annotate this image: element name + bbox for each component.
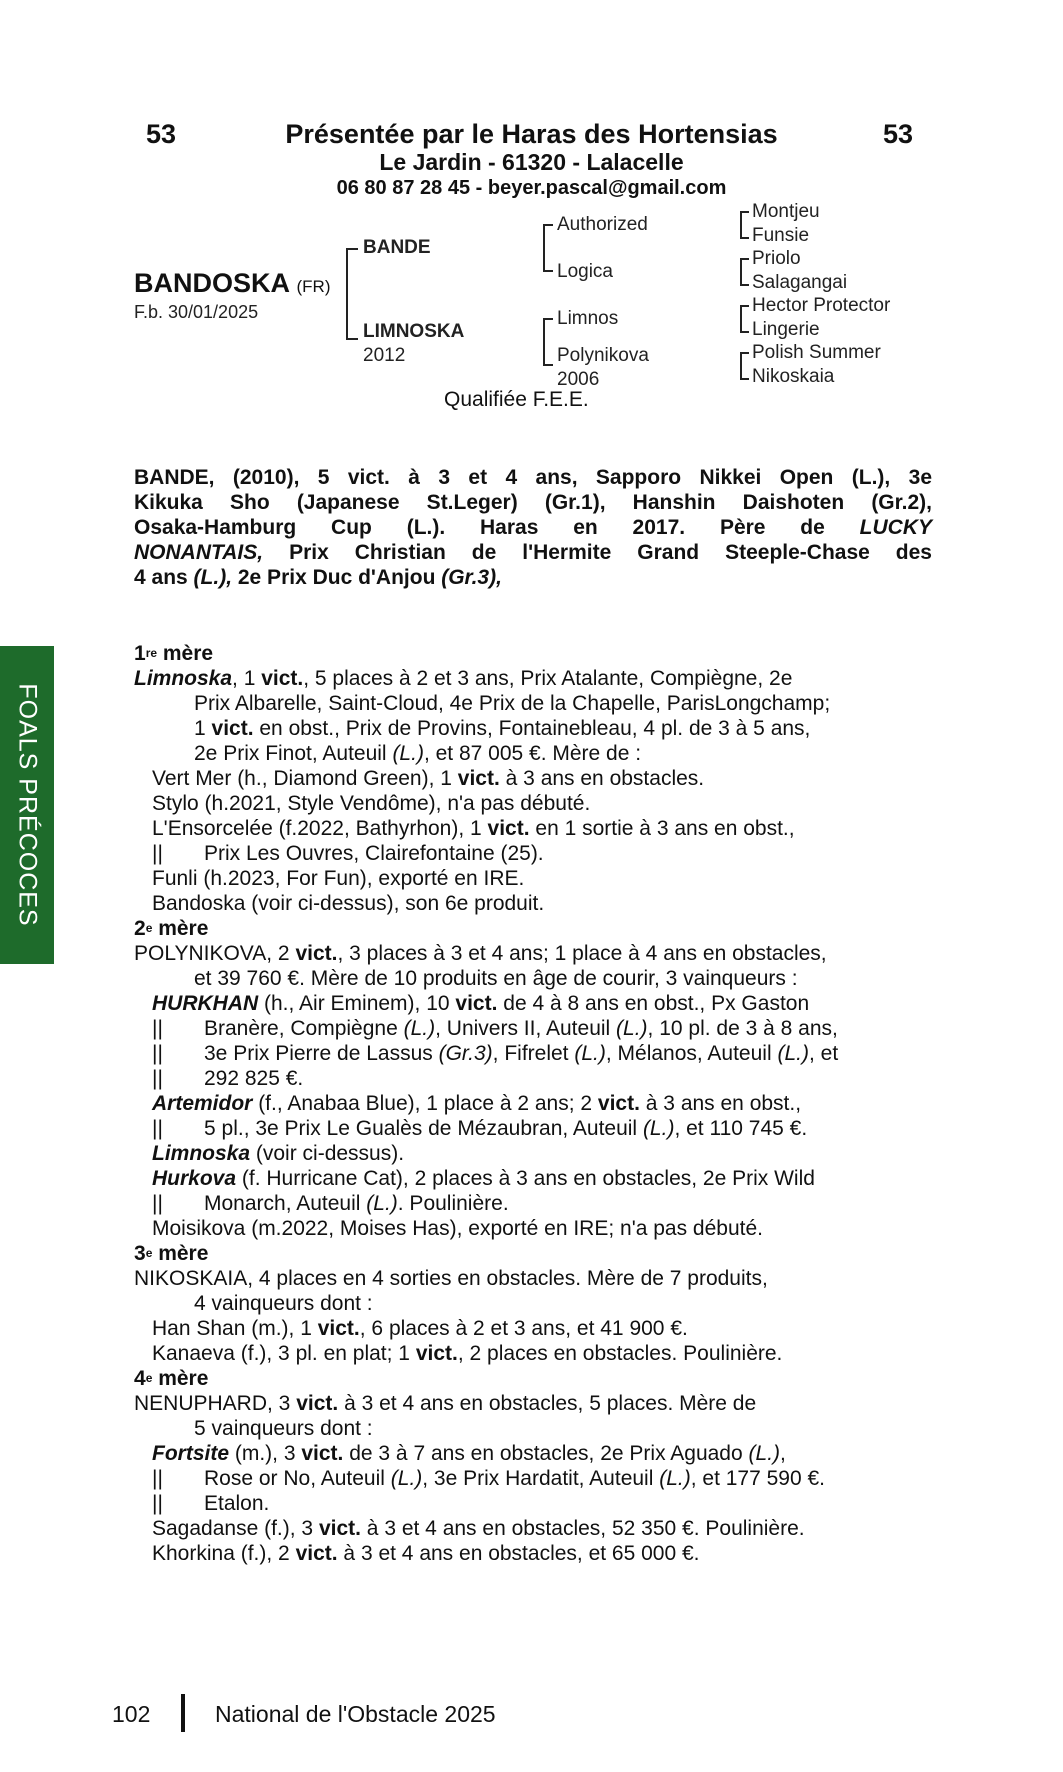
pedigree-gen3-6: Lingerie [752,319,820,340]
sire-line-5 [134,565,932,590]
produce-han-shan [134,1316,934,1341]
third-dam-line-1: NIKOSKAIA, 4 places en 4 sorties en obstacles. Mère de 7 produits, [134,1267,768,1290]
heading-num: 2 [134,917,146,940]
first-dam-line-4 [134,741,934,766]
pedigree-bracket-sire [543,224,553,272]
text: , [780,1442,786,1465]
continuation-bar: || [152,1467,163,1490]
pedigree-gen3-7: Polish Summer [752,342,881,363]
sire-line-3 [134,515,932,540]
text: Monarch, Auteuil [204,1192,367,1215]
text: à 3 ans en obst., [639,1092,802,1115]
name: Fortsite [152,1442,230,1465]
horse-country: (FR) [296,277,331,296]
vict: vict. [296,1392,339,1415]
pedigree-gen3-1: Montjeu [752,201,820,222]
vict: vict. [261,667,304,690]
text: 5 pl., 3e Prix Le Gualès de Mézaubran, Auteuil [204,1117,643,1140]
pedigree-dam-year: 2012 [363,345,406,366]
heading-word: mère [152,1367,209,1390]
produce-hurkhan-2 [134,1016,934,1041]
produce-sagadanse [134,1516,934,1541]
text: 2e Prix Finot, Auteuil [194,742,393,765]
continuation-bar: || [152,842,163,865]
produce-hurkhan [134,991,934,1016]
vict: vict. [487,817,530,840]
qualification: Qualifiée F.E.E. [444,388,589,411]
produce-artemidor [134,1091,934,1116]
text: , 10 pl. de 3 à 8 ans, [647,1017,838,1040]
heading-num: 1 [134,642,146,665]
text: , et 177 590 €. [690,1467,825,1490]
fourth-dam-line-2: 5 vainqueurs dont : [194,1417,373,1440]
pedigree-gen2-1: Authorized [557,214,648,235]
vict: vict. [301,1442,344,1465]
sire-line-3-text: Osaka-Hamburg Cup (L.). Haras en 2017. Père de [134,516,860,539]
heading-sup: e [145,921,153,935]
text: (m.), 3 [229,1442,302,1465]
produce-hurkhan-4 [134,1066,934,1091]
horse-details: F.b. 30/01/2025 [134,302,259,322]
continuation-bar: || [152,1017,163,1040]
produce-5: Bandoska (voir ci-dessus), son 6e produit. [152,892,545,915]
vict: vict. [211,717,254,740]
presenter-address: Le Jardin - 61320 - Lalacelle [379,149,684,175]
text: (h., Air Eminem), 10 [258,992,456,1015]
produce-3 [134,816,934,841]
text: , 3 places à 3 et 4 ans; 1 place à 4 ans en obstacles, [337,942,827,965]
sire-line-5-c: 2e Prix Duc d'Anjou [232,566,442,589]
pedigree-gen2-3: Limnos [557,308,619,329]
grade: (L.) [403,1017,436,1040]
sire-line-4-text: Prix Christian de l'Hermite Grand Steeple-Chase des [263,541,932,564]
text: , 3e Prix Hardatit, Auteuil [422,1467,660,1490]
text: NENUPHARD, 3 [134,1392,297,1415]
text: Kanaeva (f.), 3 pl. en plat; 1 [152,1342,416,1365]
pedigree-bracket-g3-2 [740,258,749,286]
section-tab [0,646,54,964]
sire-line-2: Kikuka Sho (Japanese St.Leger) (Gr.1), Hanshin Daishoten (Gr.2), [134,491,932,514]
section-tab-label: FOALS PRÉCOCES [13,683,42,927]
produce-2: Stylo (h.2021, Style Vendôme), n'a pas débuté. [152,792,591,815]
grade: (L.) [390,1467,423,1490]
text: , 1 [232,667,262,690]
vict: vict. [317,1317,360,1340]
text: Vert Mer (h., Diamond Green), 1 [152,767,458,790]
pedigree-gen3-3: Priolo [752,248,801,269]
presenter-contact: 06 80 87 28 45 - beyer.pascal@gmail.com [336,177,727,199]
text: Rose or No, Auteuil [204,1467,391,1490]
page-number: 102 [112,1701,151,1727]
text: , Univers II, Auteuil [435,1017,617,1040]
text: en 1 sortie à 3 ans en obst., [529,817,795,840]
text: (f., Anabaa Blue), 1 place à 2 ans; 2 [252,1092,598,1115]
produce-fortsite-2 [134,1466,934,1491]
text: , Mélanos, Auteuil [605,1042,778,1065]
vict: vict. [415,1342,458,1365]
name: Hurkova [152,1167,237,1190]
pedigree-gen3-5: Hector Protector [752,295,891,316]
first-dam-line-2: Prix Albarelle, Saint-Cloud, 4e Prix de la Chapelle, ParisLongchamp; [194,692,831,715]
text: , 5 places à 2 et 3 ans, Prix Atalante, Compiègne, 2e [303,667,793,690]
text: 292 825 €. [204,1067,304,1090]
text: Han Shan (m.), 1 [152,1317,318,1340]
produce-khorkina [134,1541,934,1566]
third-dam-line-2: 4 vainqueurs dont : [194,1292,373,1315]
fourth-dam-heading [134,1366,934,1391]
sire-line-5-d: (Gr.3), [441,566,502,589]
first-dam-line-3 [134,716,934,741]
sire-line-4 [134,540,932,565]
name: HURKHAN [152,992,259,1015]
heading-word: mère [157,642,214,665]
grade: (L.) [392,742,424,765]
heading-word: mère [152,917,209,940]
first-dam-line-1 [134,666,934,691]
text: à 3 ans en obstacles. [499,767,705,790]
produce-4: Funli (h.2023, For Fun), exporté en IRE. [152,867,525,890]
vict: vict. [597,1092,640,1115]
grade: (L.) [574,1042,606,1065]
pedigree-dam: LIMNOSKA [363,321,465,342]
pedigree-bracket-g3-1 [740,211,749,239]
pedigree-gen2-2: Logica [557,261,613,282]
horse-name [134,268,331,299]
vict: vict. [457,767,500,790]
text: Khorkina (f.), 2 [152,1542,296,1565]
heading-sup: re [145,646,158,660]
text: , 2 places en obstacles. Poulinière. [457,1342,783,1365]
text: en obst., Prix de Provins, Fontainebleau, 4 pl. de 3 à 5 ans, [253,717,811,740]
lot-number-right: 53 [883,119,914,149]
text: . Poulinière. [397,1192,509,1215]
presenter-line: Présentée par le Haras des Hortensias [285,119,778,149]
grade: (L.) [659,1467,691,1490]
continuation-bar: || [152,1042,163,1065]
text: , et [808,1042,839,1065]
pedigree-bracket-g3-4 [740,352,749,380]
continuation-bar: || [152,1067,163,1090]
sire-paragraph [134,465,932,590]
heading-num: 4 [134,1367,146,1390]
text: Branère, Compiègne [204,1017,404,1040]
text: L'Ensorcelée (f.2022, Bathyrhon), 1 [152,817,488,840]
pedigree-gen2-4: Polynikova [557,345,649,366]
pedigree-gen3-8: Nikoskaia [752,366,835,387]
pedigree-gen2-4-year: 2006 [557,369,600,390]
dam-name: Limnoska [134,667,233,690]
text: à 3 et 4 ans en obstacles, 5 places. Mère de [338,1392,757,1415]
sire-line-4-italic: NONANTAIS, [134,541,264,564]
produce-hurkova [134,1166,934,1191]
pedigree-bracket-dam [543,318,553,366]
text: de 4 à 8 ans en obst., Px Gaston [497,992,810,1015]
produce-moisikova: Moisikova (m.2022, Moises Has), exporté en IRE; n'a pas débuté. [152,1217,763,1240]
pedigree-gen3-2: Funsie [752,225,810,246]
vict: vict. [455,992,498,1015]
vict: vict. [318,1517,361,1540]
pedigree-gen3-4: Salagangai [752,272,848,293]
sire-line-3-italic: LUCKY [859,516,932,539]
produce-artemidor-2 [134,1116,934,1141]
grade: (L.) [616,1017,648,1040]
heading-num: 3 [134,1242,146,1265]
produce-hurkova-2 [134,1191,934,1216]
text: 3e Prix Pierre de Lassus [204,1042,439,1065]
text: à 3 et 4 ans en obstacles, et 65 000 €. [337,1542,700,1565]
footer-divider [181,1694,185,1732]
publication-title: National de l'Obstacle 2025 [215,1701,496,1727]
text: 1 [194,717,212,740]
text: , Fifrelet [492,1042,575,1065]
grade: (L.) [777,1042,809,1065]
produce-hurkhan-3 [134,1041,934,1066]
pedigree-sire: BANDE [363,237,431,258]
grade: (L.) [642,1117,675,1140]
text: , et 110 745 €. [674,1117,808,1140]
produce-kanaeva [134,1341,934,1366]
text: de 3 à 7 ans en obstacles, 2e Prix Aguado [343,1442,749,1465]
heading-word: mère [152,1242,209,1265]
family-section [134,641,934,1566]
sire-line-1: BANDE, (2010), 5 vict. à 3 et 4 ans, Sapporo Nikkei Open (L.), 3e [134,466,932,489]
name: Artemidor [152,1092,253,1115]
text: POLYNIKOVA, 2 [134,942,296,965]
heading-sup: e [145,1371,153,1385]
continuation-bar: || [152,1117,163,1140]
produce-limnoska [134,1141,934,1166]
second-dam-heading [134,916,934,941]
sire-line-5-b: (L.), [193,566,233,589]
pedigree-bracket-gen1 [346,248,358,340]
horse-name-text: BANDOSKA [134,268,289,298]
text: à 3 et 4 ans en obstacles, 52 350 €. Poulinière. [360,1517,805,1540]
lot-number-left: 53 [146,119,177,149]
heading-sup: e [145,1246,153,1260]
vict: vict. [295,1542,338,1565]
vict: vict. [295,942,338,965]
second-dam-line-2: et 39 760 €. Mère de 10 produits en âge de courir, 3 vainqueurs : [194,967,798,990]
pedigree-bracket-g3-3 [740,305,749,333]
sire-line-5-a: 4 ans [134,566,194,589]
second-dam-line-1 [134,941,934,966]
text: Sagadanse (f.), 3 [152,1517,319,1540]
produce-1 [134,766,934,791]
grade: (L.) [366,1192,398,1215]
produce-fortsite-3 [134,1491,934,1516]
text: , 6 places à 2 et 3 ans, et 41 900 €. [359,1317,688,1340]
produce-3-cont [134,841,934,866]
produce-fortsite [134,1441,934,1466]
text: Etalon. [204,1492,270,1515]
continuation-bar: || [152,1492,163,1515]
text: (voir ci-dessus). [250,1142,405,1165]
text: , et 87 005 €. Mère de : [423,742,642,765]
text: Prix Les Ouvres, Clairefontaine (25). [204,842,544,865]
fourth-dam-line-1 [134,1391,934,1416]
third-dam-heading [134,1241,934,1266]
continuation-bar: || [152,1192,163,1215]
name: Limnoska [152,1142,251,1165]
first-dam-heading [134,641,934,666]
grade: (Gr.3) [438,1042,493,1065]
text: (f. Hurricane Cat), 2 places à 3 ans en obstacles, 2e Prix Wild [236,1167,815,1190]
grade: (L.) [748,1442,781,1465]
